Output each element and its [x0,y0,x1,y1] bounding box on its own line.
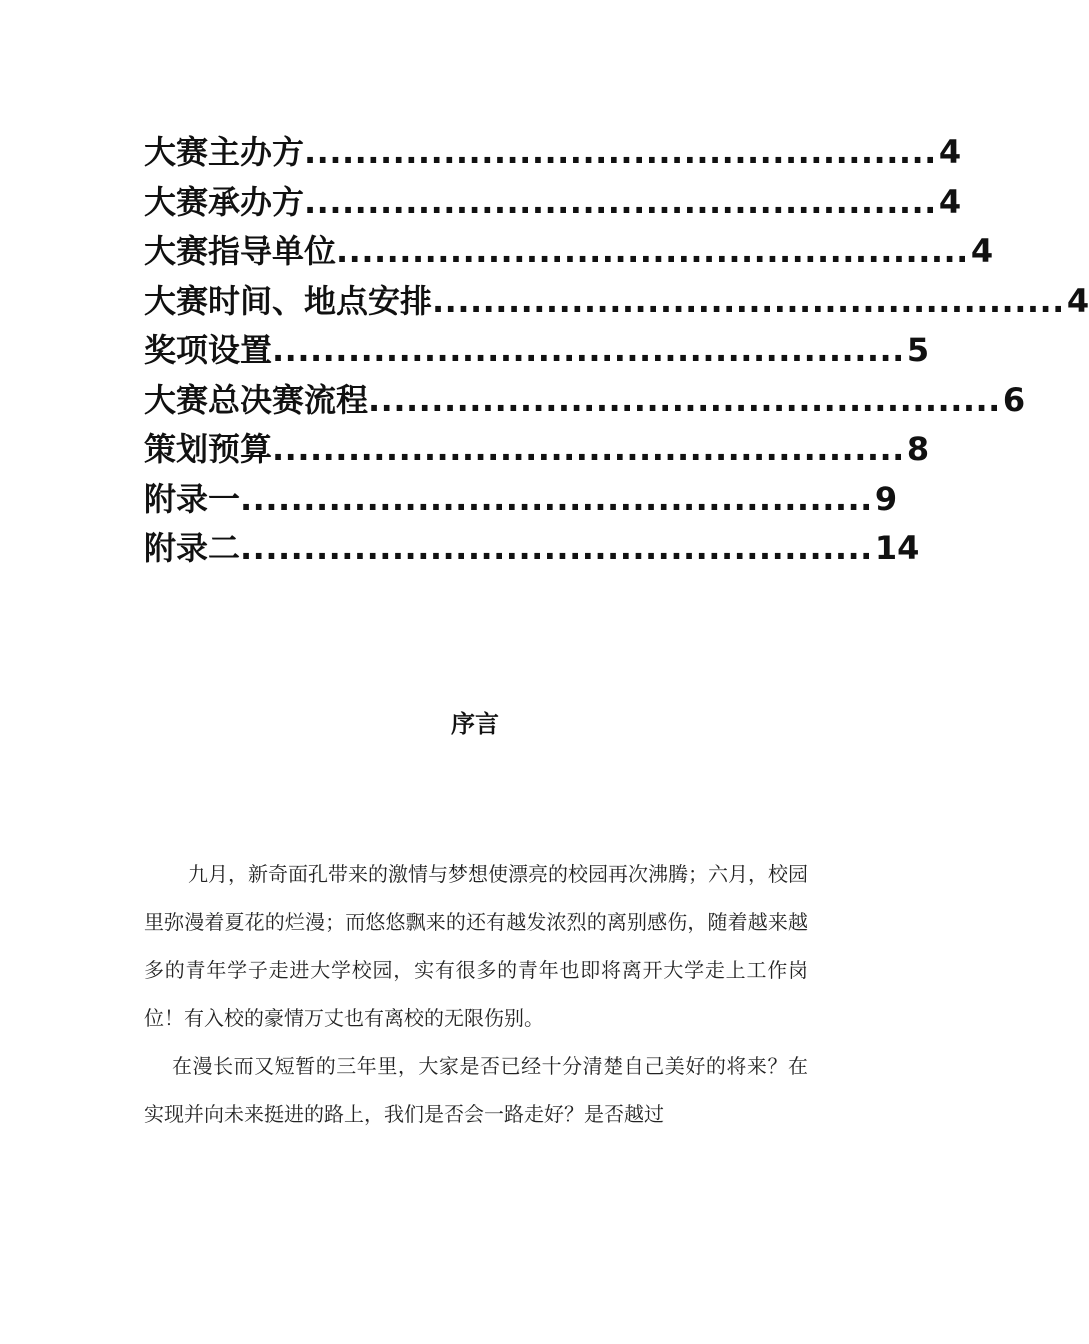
toc-item-awards[interactable] [144,326,930,376]
toc-leader-dots: .................................................. [368,380,1001,419]
toc-item-title: 策划预算 [144,430,273,468]
toc-item-organizer[interactable] [144,128,962,178]
toc-item-title: 大赛指导单位 [144,232,337,270]
toc-page-number: 4 [970,232,994,270]
toc-item-appendix-1[interactable] [144,475,898,525]
toc-page-number: 9 [874,479,898,518]
toc-item-final-process[interactable] [144,376,1026,426]
toc-leader-dots: .................................................. [272,331,905,369]
table-of-contents [144,128,1089,574]
toc-page-number: 8 [906,430,930,468]
toc-item-title: 附录一 [144,479,241,518]
toc-item-title: 奖项设置 [144,331,273,369]
toc-item-guidance-unit[interactable] [144,227,994,277]
toc-item-title: 附录二 [144,529,241,567]
toc-item-title: 大赛主办方 [144,133,305,171]
toc-leader-dots: .................................................. [304,182,937,221]
toc-leader-dots: .................................................. [240,529,873,567]
toc-page-number: 4 [1066,281,1089,320]
preface-heading: 序言 [451,710,499,738]
toc-item-time-location[interactable] [144,277,1089,327]
toc-item-title: 大赛时间、地点安排 [144,281,433,320]
toc-leader-dots: .................................................. [272,430,905,468]
toc-item-host[interactable] [144,178,962,228]
toc-leader-dots: .................................................. [240,479,873,518]
toc-page-number: 14 [874,529,920,567]
toc-leader-dots: .................................................. [336,232,969,270]
preface-paragraph: 九月，新奇面孔带来的激情与梦想使漂亮的校园再次沸腾；六月，校园里弥漫着夏花的烂漫；而悠悠飘来的还有越发浓烈的离别感伤，随着越来越多的青年学子走进大学校园，实有很多的青年也即将离开大学走上工作岗位！有入校的豪情万丈也有离校的无限伤别。 [144,862,808,1030]
toc-item-budget[interactable] [144,425,930,475]
toc-item-title: 大赛承办方 [144,182,305,221]
toc-page-number: 4 [938,182,962,221]
preface-body [144,850,808,1138]
toc-item-appendix-2[interactable] [144,524,920,574]
toc-page-number: 4 [938,133,962,171]
toc-item-title: 大赛总决赛流程 [144,380,369,419]
toc-leader-dots: .................................................. [432,281,1065,320]
toc-page-number: 5 [906,331,930,369]
preface-paragraph: 在漫长而又短暂的三年里，大家是否已经十分清楚自己美好的将来？在实现并向未来挺进的路上，我们是否会一路走好？是否越过 [144,1054,808,1126]
toc-leader-dots: .................................................. [304,133,937,171]
toc-page-number: 6 [1002,380,1026,419]
